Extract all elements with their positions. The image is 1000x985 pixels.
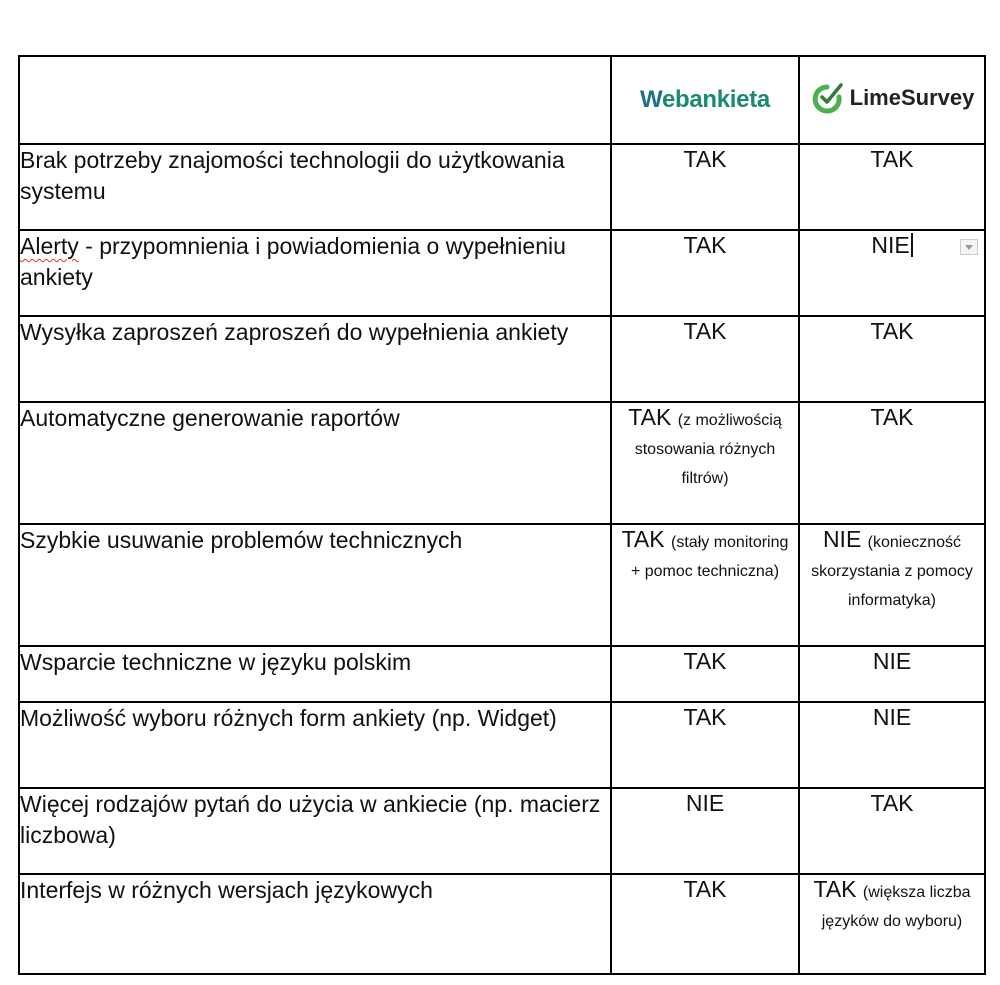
limesurvey-value-cell [799,646,985,702]
value-text: TAK [870,318,914,344]
value-text: NIE [872,648,912,674]
value-text: TAK [628,404,672,430]
webankieta-value-cell [611,702,799,788]
table-row [19,402,985,524]
value-text: TAK [813,876,857,902]
value-note: (konieczność skorzystania z pomocy informatyka) [811,534,973,609]
text-cursor [911,233,913,257]
webankieta-logo-prefix: W [640,86,662,113]
value-text: NIE [685,790,725,816]
table-row [19,524,985,646]
table-row [19,230,985,316]
webankieta-value-cell [611,788,799,874]
value-text: TAK [683,648,727,674]
table-row [19,144,985,230]
webankieta-value-cell [611,230,799,316]
value-text: NIE [872,704,912,730]
value-text: TAK [621,526,665,552]
header-empty-cell [19,56,611,144]
feature-cell: Możliwość wyboru różnych form ankiety (np. Widget) [19,702,611,788]
webankieta-value-cell [611,874,799,974]
feature-cell: Interfejs w różnych wersjach językowych [19,874,611,974]
limesurvey-value-cell [799,524,985,646]
feature-cell: Automatyczne generowanie raportów [19,402,611,524]
value-note: (większa liczba języków do wyboru) [821,884,971,930]
comparison-table [18,55,986,975]
table-header-row [19,56,985,144]
webankieta-logo [640,86,770,113]
limesurvey-logo-text: LimeSurvey [849,84,975,110]
spellcheck-flagged-word: Alerty [20,233,79,259]
webankieta-logo-cell [611,56,799,144]
table-row [19,788,985,874]
limesurvey-value-cell [799,144,985,230]
value-text: TAK [683,704,727,730]
value-text: NIE [822,526,862,552]
limesurvey-value-cell [799,316,985,402]
limesurvey-value-cell[interactable] [799,230,985,316]
value-text: TAK [870,404,914,430]
value-text: TAK [683,146,727,172]
webankieta-logo-rest: ebankieta [661,86,770,113]
webankieta-value-cell [611,316,799,402]
feature-cell: Wysyłka zaproszeń zaproszeń do wypełnienia ankiety [19,316,611,402]
table-row [19,874,985,974]
webankieta-value-cell [611,144,799,230]
limesurvey-logo-cell [799,56,985,144]
limesurvey-value-cell [799,874,985,974]
feature-cell [19,230,611,316]
value-text: TAK [683,876,727,902]
limesurvey-value-cell [799,788,985,874]
value-text: TAK [683,232,727,258]
value-text: TAK [683,318,727,344]
table-row [19,646,985,702]
limesurvey-value-cell [799,702,985,788]
value-text: TAK [870,790,914,816]
feature-cell: Wsparcie techniczne w języku polskim [19,646,611,702]
feature-text: - przypomnienia i powiadomienia o wypełnieniu ankiety [20,233,566,290]
webankieta-value-cell [611,402,799,524]
value-note: (z możliwością stosowania różnych filtrów) [634,412,782,487]
feature-cell: Szybkie usuwanie problemów technicznych [19,524,611,646]
value-text: TAK [870,146,914,172]
table-row [19,702,985,788]
feature-cell: Brak potrzeby znajomości technologii do użytkowania systemu [19,144,611,230]
feature-cell: Więcej rodzajów pytań do użycia w ankiecie (np. macierz liczbowa) [19,788,611,874]
limesurvey-leaf-icon [810,81,844,115]
webankieta-value-cell [611,524,799,646]
limesurvey-logo [810,81,975,115]
value-note: (stały monitoring + pomoc techniczna) [630,534,789,580]
table-row [19,316,985,402]
limesurvey-value-cell [799,402,985,524]
webankieta-value-cell [611,646,799,702]
dropdown-arrow-icon[interactable] [960,239,978,255]
value-text[interactable]: NIE [871,232,910,258]
